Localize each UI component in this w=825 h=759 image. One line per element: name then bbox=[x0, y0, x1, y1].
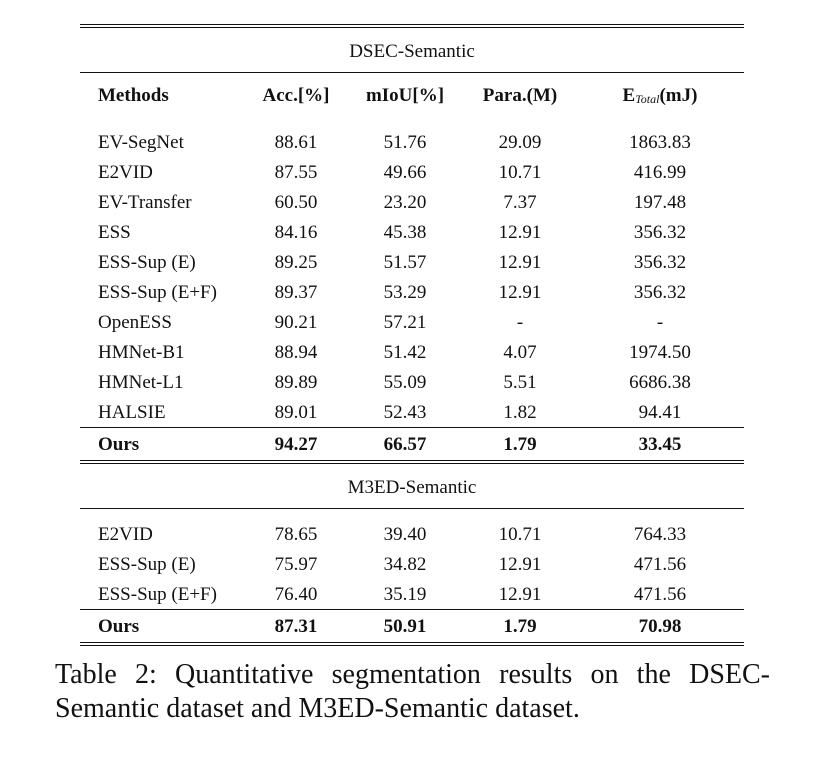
cell-miou: 51.42 bbox=[383, 341, 427, 363]
table-caption: Table 2: Quantitative segmentation results on the DSEC-Semantic dataset and M3ED-Semantic dataset. bbox=[55, 659, 770, 724]
cell-method: ESS-Sup (E+F) bbox=[98, 281, 217, 303]
header-methods: Methods bbox=[98, 84, 169, 106]
cell-acc: 60.50 bbox=[274, 191, 318, 213]
table-row bbox=[80, 157, 744, 187]
cell-miou: 55.09 bbox=[383, 371, 427, 393]
cell-para: 7.37 bbox=[503, 191, 537, 213]
table-row bbox=[80, 549, 744, 579]
cell-acc: 76.40 bbox=[274, 583, 318, 605]
cell-energy: 70.98 bbox=[576, 610, 744, 645]
cell-energy: 416.99 bbox=[633, 161, 687, 183]
results-table bbox=[80, 24, 744, 646]
table-row-ours bbox=[80, 610, 744, 645]
cell-miou: 51.57 bbox=[383, 251, 427, 273]
header-acc: Acc.[%] bbox=[262, 84, 330, 106]
cell-para: 12.91 bbox=[498, 583, 542, 605]
cell-para: 12.91 bbox=[498, 251, 542, 273]
header-energy-sub: Total bbox=[635, 91, 660, 106]
section-title: DSEC-Semantic bbox=[80, 26, 744, 73]
cell-method: Ours bbox=[80, 428, 246, 463]
table-row bbox=[80, 117, 744, 157]
table-row bbox=[80, 187, 744, 217]
cell-method: ESS-Sup (E) bbox=[98, 553, 196, 575]
cell-method: E2VID bbox=[98, 161, 153, 183]
table-row bbox=[80, 367, 744, 397]
cell-energy: 1974.50 bbox=[629, 341, 691, 363]
cell-acc: 89.89 bbox=[274, 371, 318, 393]
table-row bbox=[80, 579, 744, 610]
cell-para: 12.91 bbox=[498, 553, 542, 575]
cell-acc: 89.37 bbox=[274, 281, 318, 303]
cell-energy: 356.32 bbox=[633, 251, 687, 273]
cell-acc: 94.27 bbox=[246, 428, 346, 463]
cell-acc: 88.94 bbox=[274, 341, 318, 363]
cell-miou: 57.21 bbox=[383, 311, 427, 333]
table-row bbox=[80, 337, 744, 367]
table-row bbox=[80, 277, 744, 307]
cell-method: EV-Transfer bbox=[98, 191, 192, 213]
cell-energy: 94.41 bbox=[638, 401, 682, 423]
results-table-container bbox=[80, 24, 744, 646]
header-miou: mIoU[%] bbox=[365, 84, 445, 106]
cell-method: HMNet-B1 bbox=[98, 341, 185, 363]
table-row-ours bbox=[80, 428, 744, 463]
header-para: Para.(M) bbox=[482, 84, 558, 106]
header-energy-unit: (mJ) bbox=[659, 84, 698, 106]
cell-para: 1.82 bbox=[503, 401, 537, 423]
table-row bbox=[80, 247, 744, 277]
cell-para: 12.91 bbox=[498, 221, 542, 243]
cell-miou: 35.19 bbox=[383, 583, 427, 605]
cell-para: 10.71 bbox=[498, 161, 542, 183]
cell-method: E2VID bbox=[98, 523, 153, 545]
cell-energy: 197.48 bbox=[633, 191, 687, 213]
cell-miou: 52.43 bbox=[383, 401, 427, 423]
cell-miou: 34.82 bbox=[383, 553, 427, 575]
cell-miou: 23.20 bbox=[383, 191, 427, 213]
cell-acc: 87.31 bbox=[246, 610, 346, 645]
cell-miou: 51.76 bbox=[383, 131, 427, 153]
cell-energy: 764.33 bbox=[633, 523, 687, 545]
cell-para: 4.07 bbox=[503, 341, 537, 363]
table-row bbox=[80, 307, 744, 337]
cell-miou: 49.66 bbox=[383, 161, 427, 183]
cell-miou: 45.38 bbox=[383, 221, 427, 243]
table-row bbox=[80, 217, 744, 247]
cell-method: Ours bbox=[80, 610, 246, 645]
cell-method: HMNet-L1 bbox=[98, 371, 184, 393]
cell-energy: - bbox=[656, 311, 664, 333]
cell-miou: 50.91 bbox=[346, 610, 464, 645]
cell-para: - bbox=[516, 311, 524, 333]
results-table-body bbox=[80, 26, 744, 644]
cell-energy: 471.56 bbox=[633, 553, 687, 575]
header-energy-main: E bbox=[622, 84, 636, 106]
cell-method: ESS bbox=[98, 221, 131, 243]
cell-acc: 87.55 bbox=[274, 161, 318, 183]
cell-acc: 78.65 bbox=[274, 523, 318, 545]
cell-acc: 90.21 bbox=[274, 311, 318, 333]
cell-acc: 88.61 bbox=[274, 131, 318, 153]
cell-acc: 75.97 bbox=[274, 553, 318, 575]
cell-para: 5.51 bbox=[503, 371, 537, 393]
cell-para: 1.79 bbox=[464, 428, 576, 463]
cell-method: EV-SegNet bbox=[98, 131, 184, 153]
cell-energy: 6686.38 bbox=[629, 371, 691, 393]
cell-method: ESS-Sup (E) bbox=[98, 251, 196, 273]
cell-acc: 84.16 bbox=[274, 221, 318, 243]
section-title-row-dsec bbox=[80, 26, 744, 73]
cell-miou: 39.40 bbox=[383, 523, 427, 545]
cell-para: 12.91 bbox=[498, 281, 542, 303]
cell-para: 29.09 bbox=[498, 131, 542, 153]
cell-acc: 89.25 bbox=[274, 251, 318, 273]
section-title: M3ED-Semantic bbox=[80, 462, 744, 509]
cell-acc: 89.01 bbox=[274, 401, 318, 423]
cell-miou: 66.57 bbox=[346, 428, 464, 463]
header-row bbox=[80, 73, 744, 118]
cell-method: OpenESS bbox=[98, 311, 172, 333]
cell-energy: 356.32 bbox=[633, 281, 687, 303]
cell-energy: 356.32 bbox=[633, 221, 687, 243]
cell-miou: 53.29 bbox=[383, 281, 427, 303]
table-row bbox=[80, 397, 744, 428]
cell-energy: 1863.83 bbox=[629, 131, 691, 153]
cell-method: ESS-Sup (E+F) bbox=[98, 583, 217, 605]
cell-method: HALSIE bbox=[98, 401, 166, 423]
section-title-row-m3ed bbox=[80, 462, 744, 509]
cell-energy: 33.45 bbox=[576, 428, 744, 463]
cell-energy: 471.56 bbox=[633, 583, 687, 605]
cell-para: 1.79 bbox=[464, 610, 576, 645]
header-energy bbox=[576, 73, 744, 118]
table-row bbox=[80, 509, 744, 550]
cell-para: 10.71 bbox=[498, 523, 542, 545]
